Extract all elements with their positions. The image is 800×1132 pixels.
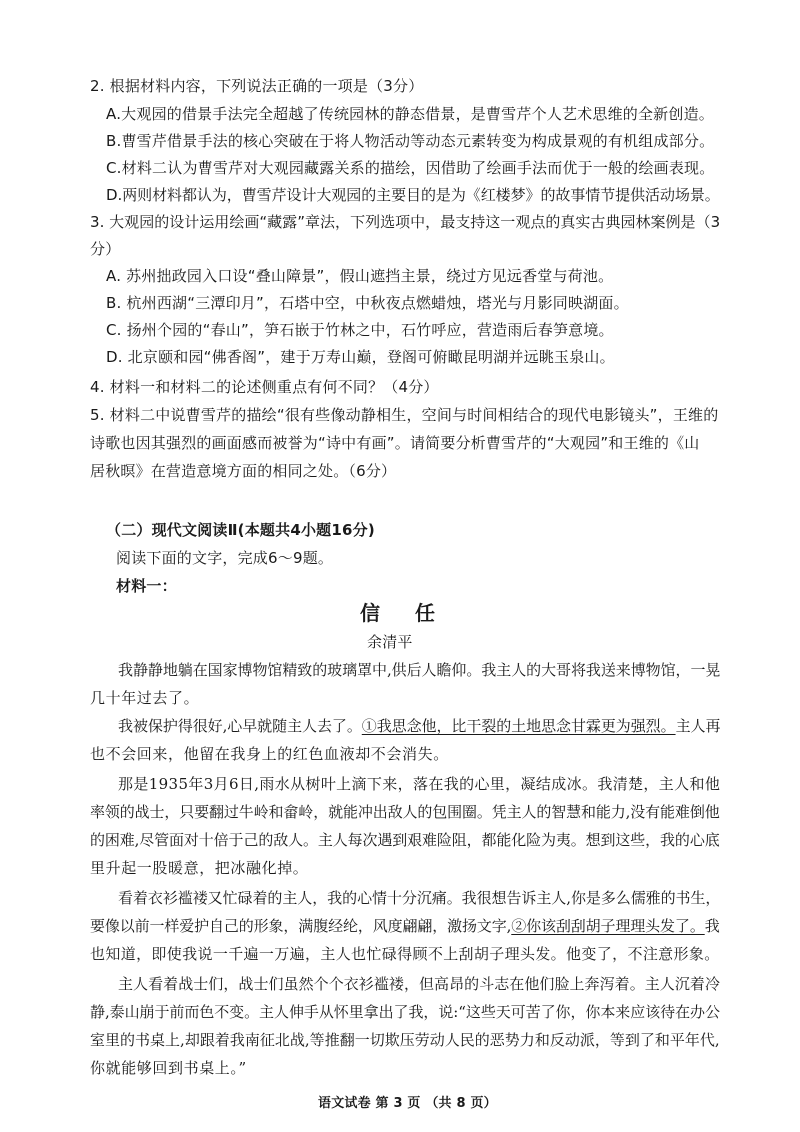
article-paragraph-3-line-1: 那是1935年3月6日,雨水从树叶上滴下来，落在我的心里，凝结成冰。我清楚，主人和他 bbox=[118, 775, 721, 793]
article-paragraph-4-line-3: 也知道，即使我说一千遍一万遍，主人也忙碌得顾不上刮胡子理头发。他变了，不注意形象。 bbox=[90, 945, 720, 963]
underlined-sentence-1: ①我思念他，比干裂的土地思念甘霖更为强烈。 bbox=[361, 717, 676, 735]
question-2-option-b: B.曹雪芹借景手法的核心突破在于将人物活动等动态元素转变为构成景观的有机组成部分。 bbox=[106, 132, 715, 150]
article-paragraph-2-line-1 bbox=[118, 716, 720, 736]
paragraph-2-text-a: 我被保护得很好,心早就随主人去了。 bbox=[118, 717, 362, 735]
article-author: 余清平 bbox=[367, 633, 413, 651]
question-4: 4. 材料一和材料二的论述侧重点有何不同？（4分） bbox=[90, 378, 439, 396]
question-2-option-a: A.大观园的借景手法完全超越了传统园林的静态借景，是曹雪芹个人艺术思维的全新创造。 bbox=[106, 105, 714, 123]
question-3-option-d: D. 北京颐和园“佛香阁”，建于万寿山巅，登阁可俯瞰昆明湖并远眺玉泉山。 bbox=[106, 348, 615, 366]
article-paragraph-5-line-4: 你就能够回到书桌上。” bbox=[90, 1059, 247, 1077]
question-3-stem-line1: 3. 大观园的设计运用绘画“藏露”章法，下列选项中，最支持这一观点的真实古典园林案例是（3 bbox=[90, 213, 721, 231]
section-instruction: 阅读下面的文字，完成6～9题。 bbox=[116, 549, 334, 567]
question-3-option-a: A. 苏州拙政园入口设“叠山障景”，假山遮挡主景，绕过方见远香堂与荷池。 bbox=[106, 267, 614, 285]
article-paragraph-4-line-1: 看着衣衫褴褛又忙碌着的主人，我的心情十分沉痛。我很想告诉主人,你是多么儒雅的书生， bbox=[118, 889, 721, 907]
paragraph-4-text-b: 我 bbox=[704, 917, 720, 935]
question-3-option-b: B. 杭州西湖“三潭印月”，石塔中空，中秋夜点燃蜡烛，塔光与月影同映湖面。 bbox=[106, 294, 629, 312]
article-paragraph-5-line-1: 主人看着战士们，战士们虽然个个衣衫褴褛，但高昂的斗志在他们脸上奔泻着。主人沉着冷 bbox=[118, 975, 721, 993]
article-title: 信 任 bbox=[360, 601, 449, 625]
question-2-stem: 2. 根据材料内容，下列说法正确的一项是（3分） bbox=[90, 77, 424, 95]
article-paragraph-5-line-3: 室里的书桌上,却跟着我南征北战,等推翻一切欺压劳动人民的恶势力和反动派，等到了和平年代, bbox=[90, 1031, 720, 1049]
paragraph-4-text-a: 要像以前一样爱护自己的形象，满腹经纶，风度翩翩，激扬文字, bbox=[90, 917, 512, 935]
question-2-option-c: C.材料二认为曹雪芹对大观园藏露关系的描绘，因借助了绘画手法而优于一般的绘画表现。 bbox=[106, 159, 715, 177]
question-5-line2: 诗歌也因其强烈的画面感而被誉为“诗中有画”。请简要分析曹雪芹的“大观园”和王维的《山 bbox=[90, 434, 700, 452]
article-paragraph-1-line-1: 我静静地躺在国家博物馆精致的玻璃罩中,供后人瞻仰。我主人的大哥将我送来博物馆，一晃 bbox=[118, 661, 721, 679]
page-footer: 语文试卷 第 3 页 （共 8 页） bbox=[318, 1096, 497, 1111]
article-paragraph-1-line-2: 几十年过去了。 bbox=[90, 689, 200, 707]
article-paragraph-3-line-2: 率领的战士，只要翻过牛岭和畲岭，就能冲出敌人的包围圈。凭主人的智慧和能力,没有能难倒他 bbox=[90, 803, 720, 821]
question-3-option-c: C. 扬州个园的“春山”，笋石嵌于竹林之中，石竹呼应，营造雨后春笋意境。 bbox=[106, 321, 614, 339]
article-paragraph-3-line-3: 的困难,尽管面对十倍于己的敌人。主人每次遇到艰难险阻，都能化险为夷。想到这些，我的心底 bbox=[90, 831, 720, 849]
article-paragraph-3-line-4: 里升起一股暖意，把冰融化掉。 bbox=[90, 859, 309, 877]
paragraph-2-text-b: 主人再 bbox=[675, 717, 721, 735]
underlined-sentence-2: ②你该刮刮胡子理理头发了。 bbox=[511, 917, 705, 935]
article-paragraph-4-line-2 bbox=[90, 916, 720, 936]
question-5-line3: 居秋暝》在营造意境方面的相同之处。（6分） bbox=[90, 462, 397, 480]
material-label: 材料一： bbox=[116, 577, 177, 595]
question-2-option-d: D.两则材料都认为，曹雪芹设计大观园的主要目的是为《红楼梦》的故事情节提供活动场景。 bbox=[106, 186, 720, 204]
question-5-line1: 5. 材料二中说曹雪芹的描绘“很有些像动静相生，空间与时间相结合的现代电影镜头”，王维的 bbox=[90, 406, 719, 424]
section-heading: （二）现代文阅读Ⅱ(本题共4小题16分) bbox=[106, 521, 375, 539]
article-paragraph-2-line-2: 也不会回来，他留在我身上的红色血液却不会消失。 bbox=[90, 745, 449, 763]
article-paragraph-5-line-2: 静,泰山崩于前而色不变。主人伸手从怀里拿出了我，说:“这些天可苦了你，你本来应该待在办公 bbox=[90, 1003, 720, 1021]
question-3-stem-line2: 分） bbox=[90, 240, 121, 258]
